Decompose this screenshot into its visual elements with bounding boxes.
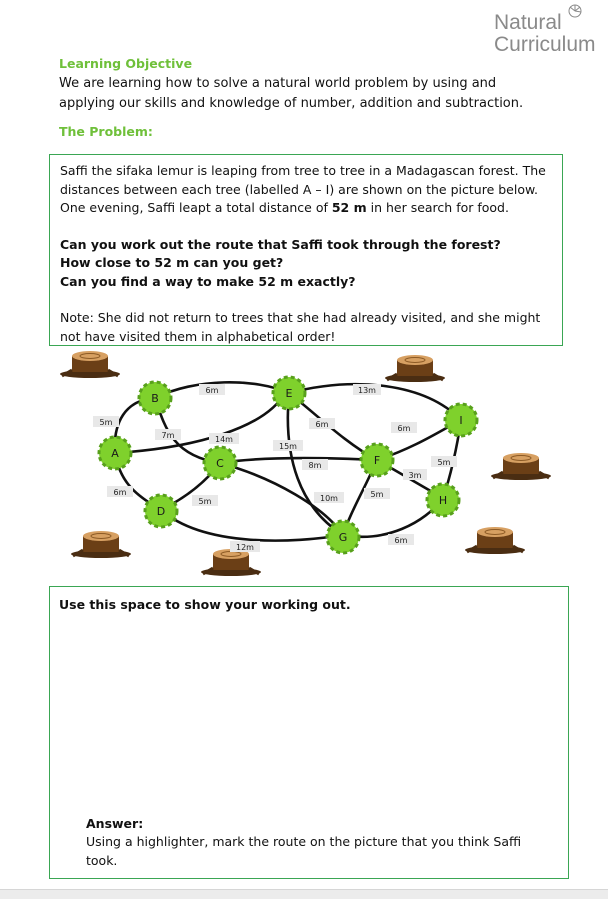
trees [99, 377, 477, 553]
svg-text:3m: 3m [408, 471, 422, 480]
svg-text:6m: 6m [113, 488, 127, 497]
question-3: Can you find a way to make 52 m exactly? [60, 273, 356, 289]
svg-text:H: H [438, 494, 448, 507]
tree-h[interactable] [427, 484, 459, 516]
dandelion-icon [564, 2, 586, 22]
tree-f[interactable] [361, 444, 393, 476]
stump-decoration [385, 355, 445, 382]
svg-text:D: D [156, 505, 166, 518]
label-e-g [273, 440, 303, 451]
path-d-g [161, 510, 343, 541]
tree-c[interactable] [204, 447, 236, 479]
label-e-f [309, 418, 335, 429]
label-c-g [314, 492, 344, 503]
svg-text:B: B [151, 392, 159, 405]
logo-line-2: Curriculum [494, 33, 596, 56]
svg-text:7m: 7m [161, 431, 175, 440]
stump-decoration [465, 527, 525, 554]
label-g-h [388, 534, 414, 545]
problem-note: Note: She did not return to trees that she had already visited, and she might not have visited them in alphabetical order! [60, 310, 541, 344]
svg-text:G: G [338, 531, 348, 544]
stump-decoration [201, 549, 261, 576]
natural-curriculum-logo [494, 6, 608, 58]
problem-box [49, 154, 563, 346]
label-i-h [431, 456, 457, 467]
problem-intro-text: Saffi the sifaka lemur is leaping from tree to tree in a Madagascan forest. The distances between each tree (labelled A – I) are shown on the picture below. One evening, Saffi leapt a total distance of [60, 163, 546, 215]
svg-text:13m: 13m [358, 386, 376, 395]
svg-text:15m: 15m [279, 442, 297, 451]
tree-d[interactable] [145, 495, 177, 527]
label-b-e [199, 384, 225, 395]
label-f-i [391, 422, 417, 433]
svg-text:C: C [216, 457, 224, 470]
logo-line-1: Natural [494, 11, 562, 34]
working-out-title: Use this space to show your working out. [59, 597, 351, 612]
label-f-h [403, 469, 427, 480]
svg-text:A: A [111, 447, 119, 460]
svg-text:12m: 12m [236, 543, 254, 552]
learning-objective-heading: Learning Objective [59, 56, 193, 71]
svg-text:6m: 6m [315, 420, 329, 429]
problem-heading: The Problem: [59, 124, 153, 139]
label-f-g [364, 488, 390, 499]
problem-questions [60, 236, 552, 292]
label-c-f [302, 459, 328, 470]
label-a-d [107, 486, 133, 497]
stump-decoration [71, 531, 131, 558]
svg-text:6m: 6m [397, 424, 411, 433]
svg-text:6m: 6m [205, 386, 219, 395]
stump-decoration [60, 351, 120, 378]
path-c-f [220, 458, 377, 463]
tree-i[interactable] [445, 404, 477, 436]
svg-text:5m: 5m [198, 497, 212, 506]
question-2: How close to 52 m can you get? [60, 255, 284, 270]
svg-text:14m: 14m [215, 435, 233, 444]
tree-e[interactable] [273, 377, 305, 409]
label-a-b [93, 416, 119, 427]
label-b-c [155, 429, 181, 440]
svg-text:F: F [373, 454, 381, 467]
svg-text:I: I [459, 414, 463, 427]
label-a-e [209, 433, 239, 444]
svg-text:10m: 10m [320, 494, 338, 503]
tree-b[interactable] [139, 382, 171, 414]
stump-decoration [491, 453, 551, 480]
target-distance: 52 m [331, 200, 367, 215]
svg-text:5m: 5m [437, 458, 451, 467]
learning-objective-text: We are learning how to solve a natural world problem by using and applying our skills and knowledge of number, addition and subtraction. [59, 76, 524, 111]
problem-intro [60, 162, 552, 218]
tree-a[interactable] [99, 437, 131, 469]
svg-text:E: E [285, 387, 293, 400]
label-e-i [353, 384, 381, 395]
svg-text:6m: 6m [394, 536, 408, 545]
problem-intro-end: in her search for food. [366, 200, 509, 215]
answer-label: Answer: [86, 816, 144, 831]
svg-text:5m: 5m [99, 418, 113, 427]
forest-map[interactable] [55, 348, 585, 580]
question-1: Can you work out the route that Saffi took through the forest? [60, 236, 501, 252]
label-d-g [230, 541, 260, 552]
svg-text:5m: 5m [370, 490, 384, 499]
working-out-box[interactable] [49, 586, 569, 879]
label-c-d [192, 495, 218, 506]
tree-g[interactable] [327, 521, 359, 553]
answer-text: Using a highlighter, mark the route on the picture that you think Saffi took. [86, 834, 522, 868]
svg-text:8m: 8m [308, 461, 322, 470]
